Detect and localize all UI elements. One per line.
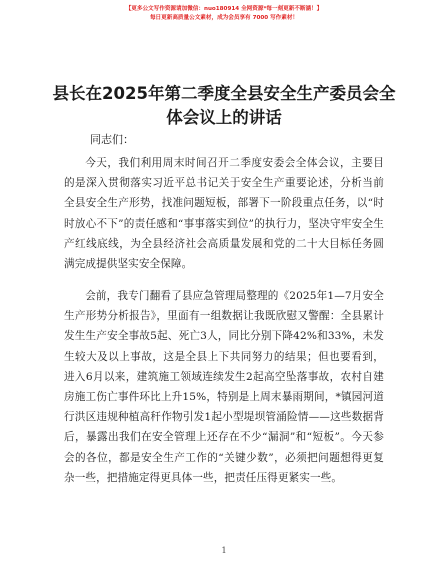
body-paragraph-2: 会前，我专门翻看了县应急管理局整理的《2025年1—7月安全生产形势分析报告》，里面有一组数据让我既欣慰又警醒：全县累计发生生产安全事故5起、死亡3人，同比分别下降42%和33%，未发生较大及以上事故，这是全县上下共同努力的结果；但也要看到，进入6月以来，建筑施工领域连续发生2起高空坠落事故，农村自建房施工伤亡事件环比上升15%，特别是上周末暴雨期间，*镇园河道行洪区违规种植高秆作物引发1起小型堤坝管涌险情——这些数据背后，暴露出我们在安全管理上还存在不少“漏洞”和“短板”。今天参会的各位，都是安全生产工作的“关键少数”，必须把问题想得更复杂一些，把措施定得更具体一些，把责任压得更紧实一些。 [64, 290, 384, 484]
document-title: 县长在2025年第二季度全县安全生产委员会全体会议上的讲话 [52, 84, 396, 127]
greeting: 同志们： [90, 133, 134, 146]
page-number: 1 [221, 546, 227, 555]
promo-banner [0, 5, 448, 23]
body-paragraph-1: 今天，我们利用周末时间召开二季度安委会全体会议，主要目的是深入贯彻落实习近平总书记关于安全生产重要论述，分析当前全县安全生产形势，找准问题短板，部署下一阶段重点任务，以“时时放心不下”的责任感和“事事落实到位”的执行力，坚决守牢安全生产红线底线，为全县经济社会高质量发展和党的二十大目标任务圆满完成提供坚实安全保障。 [64, 157, 384, 271]
promo-banner-line-2: 每日更新高质量公文素材，成为会员享有 7000 写作素材！ [149, 15, 299, 21]
promo-banner-line-1: 【更多公文写作资源请加微信：nuo180914 全网资源*每一刻更新不断涵！】 [125, 6, 323, 12]
